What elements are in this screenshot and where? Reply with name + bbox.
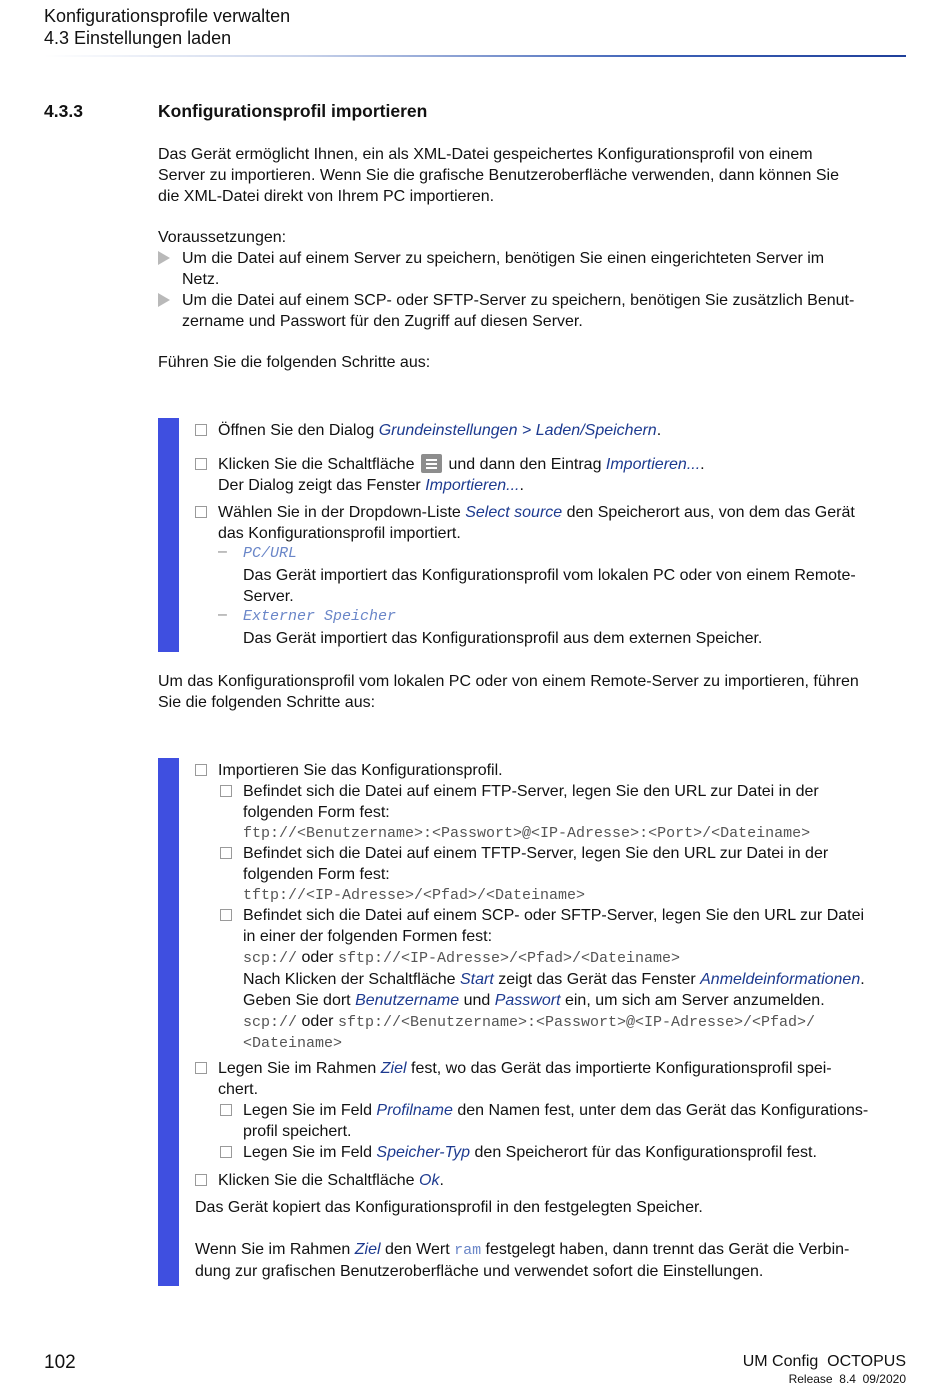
substep-ftp: Befindet sich die Datei auf einem FTP-Server, legen Sie den URL zur Datei in der folgenden Form fest: ftp://<Benutzername>:<Passwort>@<IP-Adresse>:<Port>/<Dateiname> [220,781,908,844]
checkbox-icon [220,847,232,859]
action-bar [158,758,179,1286]
option-pc-url-desc: Das Gerät importiert das Konfigurationsprofil vom lokalen PC oder von einem Remote- Server. [243,567,856,605]
triangle-bullet-icon [158,251,170,265]
result-text: Das Gerät kopiert das Konfigurationsprofil in den festgelegten Speicher. [195,1199,703,1216]
window-name-credentials: Anmeldeinformationen [700,971,861,988]
checkbox-icon [220,785,232,797]
prereq-item-line: Um die Datei auf einem Server zu speichern, benötigen Sie einen eingerichteten Server im [182,250,825,267]
checkbox-icon [195,1062,207,1074]
header-rule [44,55,906,57]
menu-icon [421,454,442,473]
scp-url-format: scp:// oder sftp://<IP-Adresse>/<Pfad>/<Dateiname> [243,949,680,967]
release-info: Release 8.4 09/2020 [788,1372,906,1386]
substep-storage-type: Legen Sie im Feld Speicher-Typ den Speicherort für das Konfigurationsprofil fest. [220,1142,908,1163]
substep-scp: Befindet sich die Datei auf einem SCP- oder SFTP-Server, legen Sie den URL zur Datei in einer der folgenden Formen fest: scp:// oder sftp://<IP-Adresse>/<Pfad>/<Dateiname> Nach Klicken der Schaltfläche Start zeigt das Gerät das Fenster Anmeldeinformationen. Geben Sie dort Benutzername und Passwort ein, um sich am Server anzumelden. scp:// oder sftp://<Benutzername>:<Passwort>@<IP-Adresse>/<Pfad>/ <Dateiname> [220,905,908,1054]
checkbox-icon [220,1104,232,1116]
step-import: Importieren Sie das Konfigurationsprofil. [195,760,907,781]
ram-note: Wenn Sie im Rahmen Ziel den Wert ram festgelegt haben, dann trennt das Gerät die Verbin- dung zur grafischen Benutzeroberfläche und verwendet sofort die Einstellungen. [195,1241,850,1280]
checkbox-icon [195,1174,207,1186]
option-pc-url: PC/URL [243,545,298,562]
step-open-dialog: Öffnen Sie den Dialog Grundeinstellungen > Laden/Speichern. [195,420,907,441]
checkbox-icon [195,764,207,776]
option-external-storage-desc: Das Gerät importiert das Konfigurationsprofil aus dem externen Speicher. [243,630,763,647]
section-number: 4.3.3 [44,101,83,121]
menu-path: Grundeinstellungen > Laden/Speichern [378,422,657,439]
intro-paragraph [158,144,908,207]
header-section: 4.3 Einstellungen laden [44,28,232,48]
document-title: UM Config OCTOPUS [742,1353,906,1370]
prereq-item-line: Netz. [182,271,220,288]
ftp-url-format: ftp://<Benutzername>:<Passwort>@<IP-Adresse>:<Port>/<Dateiname> [243,825,811,842]
dash-bullet: – [218,606,227,623]
intro-line: Das Gerät ermöglicht Ihnen, ein als XML-Datei gespeichertes Konfigurationsprofil von einem [158,146,813,163]
window-name-import: Importieren... [425,477,520,494]
prereq-item [158,248,908,290]
field-name-username: Benutzername [355,992,460,1009]
checkbox-icon [195,424,207,436]
prereq-item-line: Um die Datei auf einem SCP- oder SFTP-Server zu speichern, benötigen Sie zusätzlich Benut- [182,292,855,309]
intro-line: Server zu importieren. Wenn Sie die grafische Benutzeroberfläche verwenden, dann können Sie [158,167,839,184]
field-name-profilname: Profilname [376,1102,453,1119]
checkbox-icon [220,1146,232,1158]
button-name-start: Start [460,971,494,988]
field-name-password: Passwort [494,992,561,1009]
triangle-bullet-icon [158,293,170,307]
step-select-source: Wählen Sie in der Dropdown-Liste Select source den Speicherort aus, von dem das Gerät das Konfigurationsprofil importiert. [195,502,907,544]
prereq-item [158,290,908,332]
scp-credential-url-format: scp:// oder sftp://<Benutzername>:<Passwort>@<IP-Adresse>/<Pfad>/ [243,1013,816,1031]
button-name-ok: Ok [419,1172,440,1189]
checkbox-icon [220,909,232,921]
frame-name-ziel: Ziel [380,1060,407,1077]
mid-paragraph: Um das Konfigurationsprofil vom lokalen PC oder von einem Remote-Server zu importieren, führen Sie die folgenden Schritte aus: [158,673,859,711]
checkbox-icon [195,506,207,518]
checkbox-icon [195,458,207,470]
option-external-storage: Externer Speicher [243,608,397,625]
tftp-url-format: tftp://<IP-Adresse>/<Pfad>/<Dateiname> [243,887,586,904]
frame-name-ziel: Ziel [354,1241,381,1258]
page-number: 102 [44,1352,76,1373]
substep-profile-name: Legen Sie im Feld Profilname den Namen fest, unter dem das Gerät das Konfigurations- profil speichert. [220,1100,908,1142]
value-ram: ram [454,1242,482,1259]
steps-intro: Führen Sie die folgenden Schritte aus: [158,354,431,371]
action-bar [158,418,179,652]
dropdown-name: Select source [465,504,563,521]
field-name-speicher-typ: Speicher-Typ [376,1144,471,1161]
step-click-menu: Klicken Sie die Schaltfläche und dann den Eintrag Importieren.... Der Dialog zeigt das Fenster Importieren.... [195,454,907,496]
step-destination: Legen Sie im Rahmen Ziel fest, wo das Gerät das importierte Konfigurationsprofil spei- chert. [195,1058,907,1100]
substep-tftp: Befindet sich die Datei auf einem TFTP-Server, legen Sie den URL zur Datei in der folgenden Form fest: tftp://<IP-Adresse>/<Pfad>/<Dateiname> [220,843,908,906]
prereq-label: Voraussetzungen: [158,229,287,246]
header-chapter: Konfigurationsprofile verwalten [44,6,291,26]
step-click-ok: Klicken Sie die Schaltfläche Ok. [195,1170,907,1191]
dash-bullet: – [218,543,227,560]
intro-line: die XML-Datei direkt von Ihrem PC importieren. [158,188,495,205]
menu-entry-import: Importieren... [605,456,701,473]
section-title: Konfigurationsprofil importieren [158,101,428,121]
prereq-item-line: zername und Passwort für den Zugriff auf diesen Server. [182,313,583,330]
